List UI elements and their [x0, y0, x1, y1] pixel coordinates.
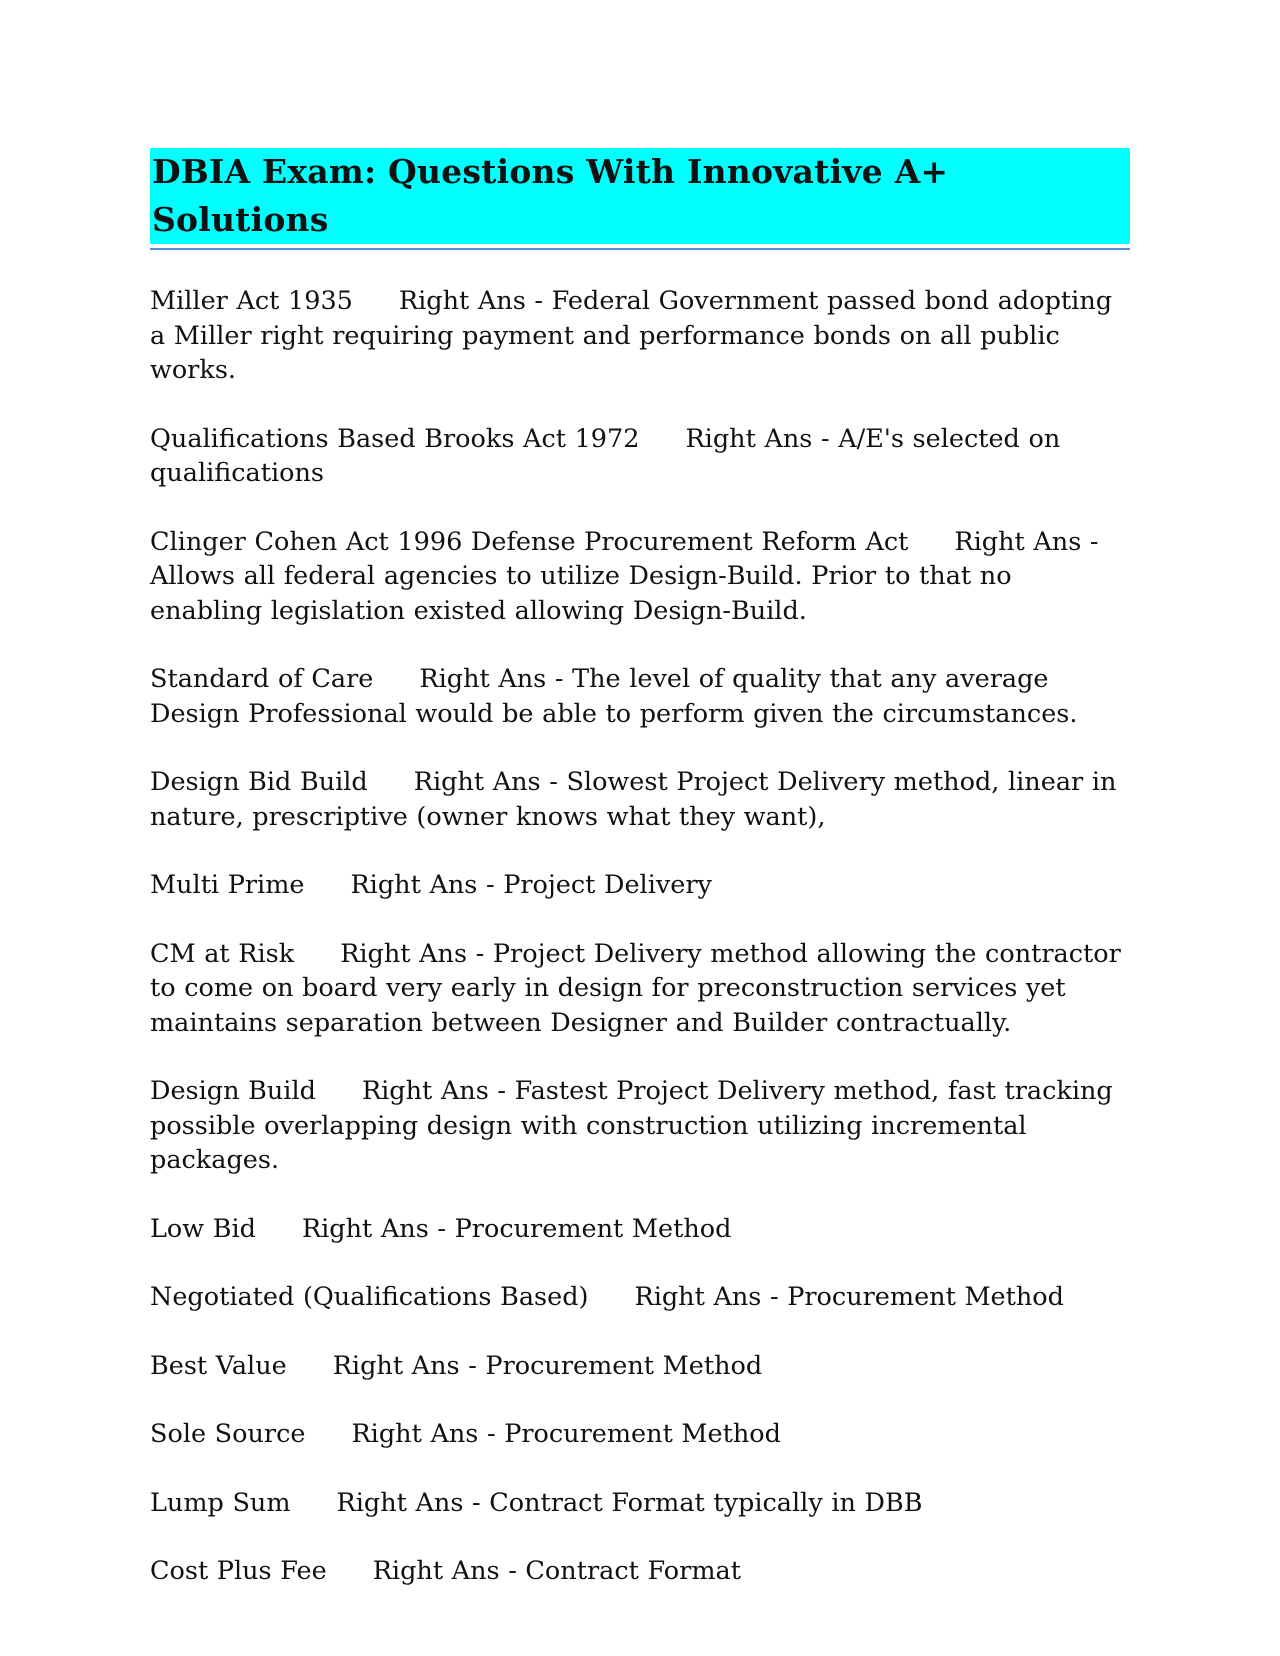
qa-answer: Right Ans - Procurement Method [332, 1350, 763, 1381]
qa-answer: Right Ans - A/E's selected on qualifications [150, 423, 1061, 488]
qa-term: Multi Prime [150, 870, 305, 900]
title-block [150, 148, 1130, 250]
qa-term: Design Bid Build [150, 767, 368, 797]
qa-term: Design Build [150, 1076, 316, 1106]
qa-answer: Right Ans - Contract Format typically in DBB [336, 1487, 923, 1518]
qa-answer: Right Ans - Project Delivery [350, 870, 712, 900]
qa-answer: Right Ans - Federal Government passed bond adopting a Miller right requiring payment and performance bonds on all public works. [150, 286, 1113, 385]
qa-item [150, 284, 1130, 388]
document-page [150, 148, 1130, 1623]
qa-answer: Right Ans - Procurement Method [634, 1282, 1064, 1312]
qa-item [150, 765, 1130, 834]
qa-term: Miller Act 1935 [150, 286, 353, 316]
qa-answer: Right Ans - Contract Format [372, 1556, 741, 1586]
qa-term: Lump Sum [150, 1487, 291, 1518]
qa-item [150, 1486, 1130, 1521]
qa-item [150, 868, 1130, 903]
qa-term: Negotiated (Qualifications Based) [150, 1282, 589, 1312]
qa-term: CM at Risk [150, 938, 295, 969]
qa-answer: Right Ans - Slowest Project Delivery method, linear in nature, prescriptive (owner knows what they want), [150, 767, 1117, 832]
qa-item [150, 1417, 1130, 1452]
qa-term: Clinger Cohen Act 1996 Defense Procurement Reform Act [150, 526, 909, 557]
qa-answer: Right Ans - Procurement Method [301, 1213, 732, 1244]
qa-answer: Right Ans - Procurement Method [351, 1419, 781, 1449]
qa-term: Standard of Care [150, 664, 374, 694]
document-title: DBIA Exam: Questions With Innovative A+ Solutions [150, 148, 1130, 244]
qa-item [150, 1554, 1130, 1589]
qa-answer: Right Ans - Project Delivery method allowing the contractor to come on board very early in design for preconstruction services yet maintains separation between Designer and Builder contractually. [150, 938, 1121, 1038]
qa-item [150, 1280, 1130, 1315]
qa-term: Sole Source [150, 1419, 306, 1449]
qa-term: Low Bid [150, 1213, 256, 1244]
qa-term: Qualifications Based Brooks Act 1972 [150, 423, 640, 454]
qa-item [150, 937, 1130, 1041]
qa-answer: Right Ans - Fastest Project Delivery method, fast tracking possible overlapping design with construction utilizing incremental packages. [150, 1076, 1113, 1175]
qa-term: Best Value [150, 1350, 287, 1381]
qa-item [150, 525, 1130, 629]
qa-answer: Right Ans - The level of quality that any average Design Professional would be able to perform given the circumstances. [150, 664, 1078, 729]
qa-item [150, 662, 1130, 731]
qa-item [150, 1349, 1130, 1384]
qa-answer: Right Ans - Allows all federal agencies to utilize Design-Build. Prior to that no enabling legislation existed allowing Design-Build. [150, 526, 1099, 626]
qa-term: Cost Plus Fee [150, 1556, 327, 1586]
qa-item [150, 1074, 1130, 1178]
qa-item [150, 1212, 1130, 1247]
qa-item [150, 422, 1130, 491]
